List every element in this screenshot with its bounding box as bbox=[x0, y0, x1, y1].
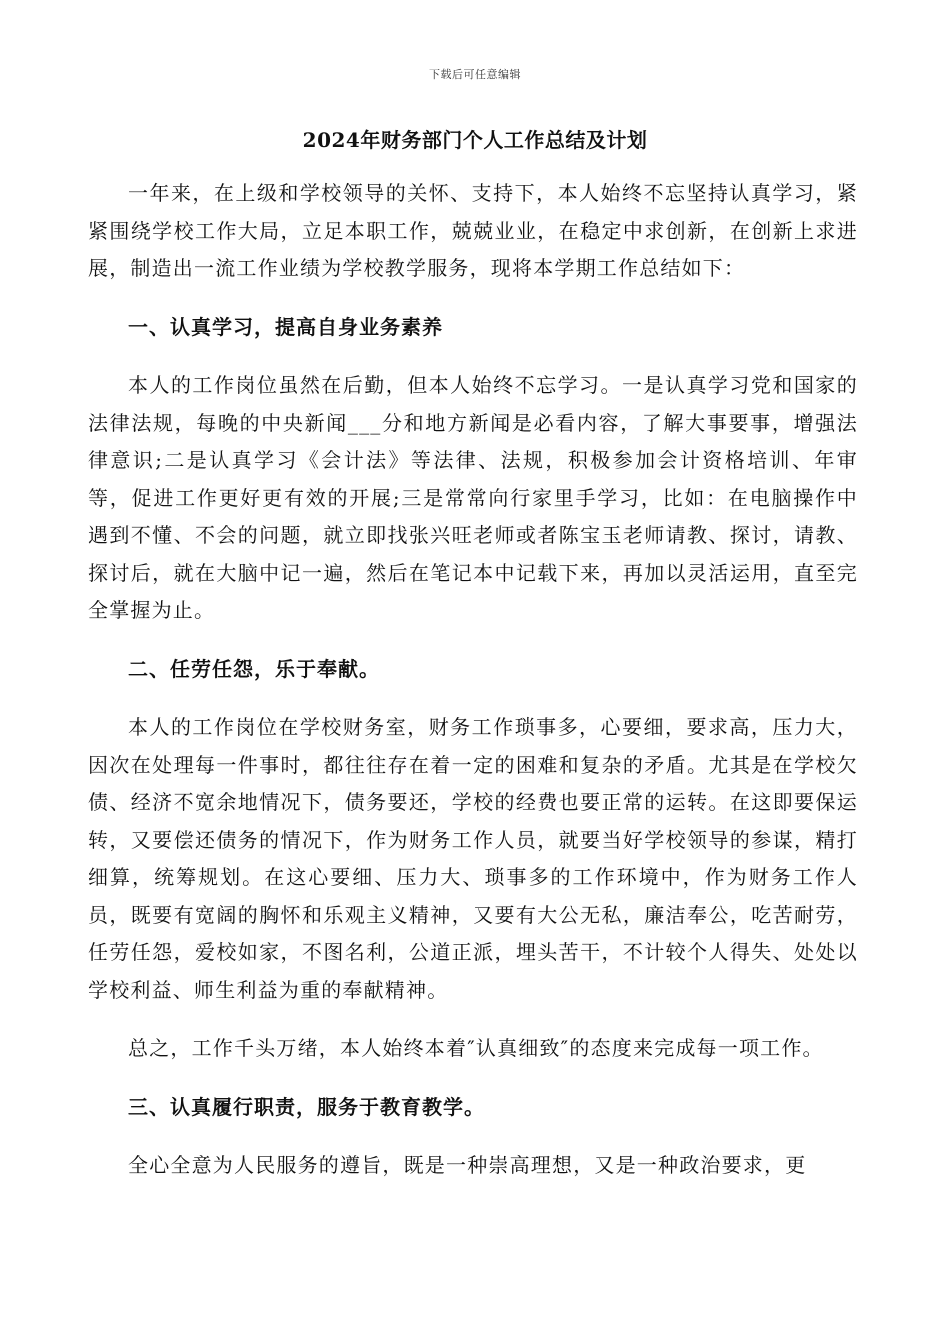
section-1-paragraph: 本人的工作岗位虽然在后勤，但本人始终不忘学习。一是认真学习党和国家的法律法规，每晚的中央新闻___分和地方新闻是必看内容，了解大事要事，增强法律意识;二是认真学习《会计法》等法律、法规，积极参加会计资格培训、年审等，促进工作更好更有效的开展;三是常常向行家里手学习，比如：在电脑操作中遇到不懂、不会的问题，就立即找张兴旺老师或者陈宝玉老师请教、探讨，请教、探讨后，就在大脑中记一遍，然后在笔记本中记载下来，再加以灵活运用，直至完全掌握为止。 bbox=[88, 373, 858, 622]
intro-paragraph: 一年来，在上级和学校领导的关怀、支持下，本人始终不忘坚持认真学习，紧紧围绕学校工作大局，立足本职工作，兢兢业业，在稳定中求创新，在创新上求进展，制造出一流工作业绩为学校教学服务，现将本学期工作总结如下： bbox=[88, 181, 858, 280]
summary-paragraph: 总之，工作千头万绪，本人始终本着″认真细致″的态度来完成每一项工作。 bbox=[128, 1036, 824, 1060]
document-body bbox=[88, 175, 858, 1206]
section-3-paragraph: 全心全意为人民服务的遵旨，既是一种崇高理想，又是一种政治要求，更 bbox=[128, 1153, 807, 1177]
section-heading-1: 一、认真学习，提高自身业务素养 bbox=[128, 314, 443, 339]
section-heading-2: 二、任劳任怨，乐于奉献。 bbox=[128, 656, 380, 681]
header-note: 下载后可任意编辑 bbox=[429, 68, 521, 81]
section-heading-3: 三、认真履行职责，服务于教育教学。 bbox=[128, 1094, 485, 1119]
section-2-paragraph: 本人的工作岗位在学校财务室，财务工作琐事多，心要细，要求高，压力大，因次在处理每一件事时，都往往存在着一定的困难和复杂的矛盾。尤其是在学校欠债、经济不宽余地情况下，债务要还，学校的经费也要正常的运转。在这即要保运转，又要偿还债务的情况下，作为财务工作人员，就要当好学校领导的参谋，精打细算，统筹规划。在这心要细、压力大、琐事多的工作环境中，作为财务工作人员，既要有宽阔的胸怀和乐观主义精神，又要有大公无私，廉洁奉公，吃苦耐劳，任劳任怨，爱校如家，不图名利，公道正派，埋头苦干，不计较个人得失、处处以学校利益、师生利益为重的奉献精神。 bbox=[88, 715, 858, 1002]
document-title: 2024年财务部门个人工作总结及计划 bbox=[302, 128, 648, 152]
